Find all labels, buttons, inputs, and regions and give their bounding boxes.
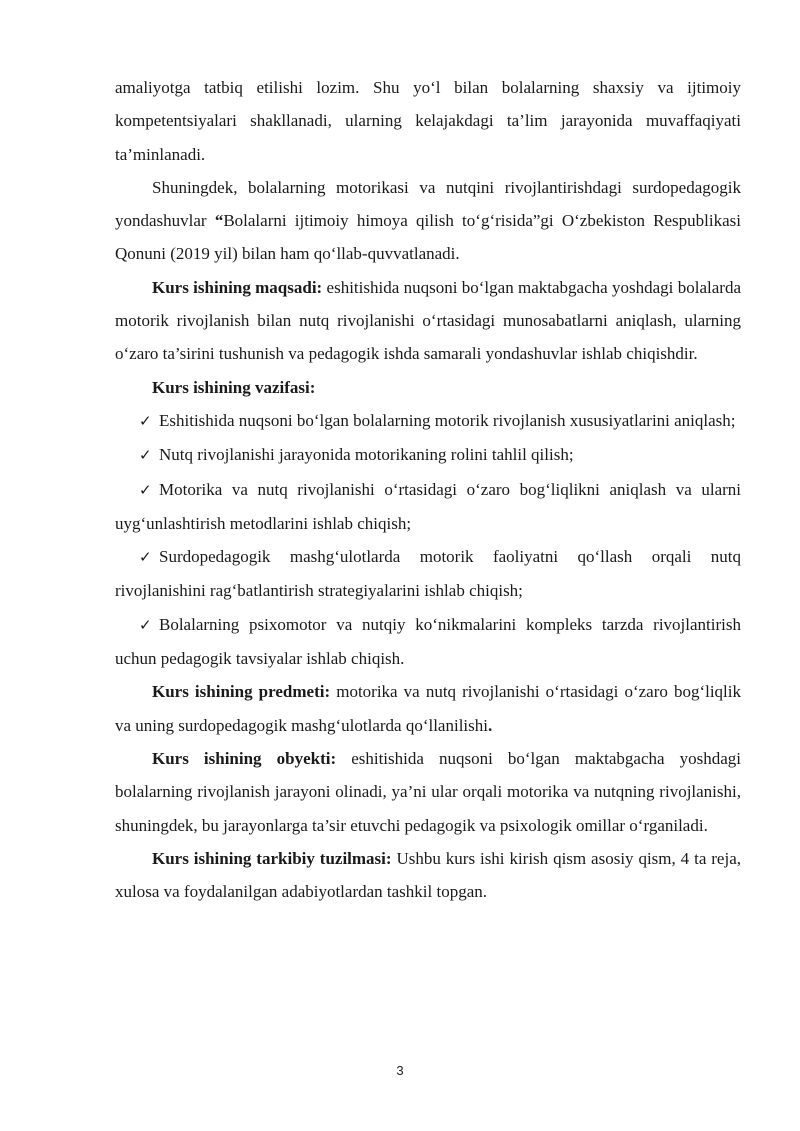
law-text-before: Shuningdek, bolalarning motorikasi va nutqini rivojlantirishdagi surdopedagogik yondashuvlar xyxy=(115,177,741,231)
task-list-item xyxy=(115,608,741,676)
task-text: Surdopedagogik mashg‘ulotlarda motorik faoliyatni qo‘llash orqali nutq rivojlanishini rag‘batlantirish strategiyalarini ishlab chiqish; xyxy=(115,547,741,601)
task-text: Eshitishida nuqsoni bo‘lgan bolalarning motorik rivojlanish xususiyatlarini aniqlash; xyxy=(159,410,736,430)
page-number: 3 xyxy=(396,1063,404,1078)
subject-label: Kurs ishining predmeti: xyxy=(152,682,331,702)
task-list-item xyxy=(115,540,741,608)
structure-paragraph xyxy=(115,842,741,909)
object-label: Kurs ishining obyekti: xyxy=(152,748,337,768)
object-text: eshitishida nuqsoni bo‘lgan maktabgacha yoshdagi bolalarning rivojlanish jarayoni olinadi, ya’ni ular orqali motorika va nutqning rivojlanishi, shuningdek, bu jarayonlarga ta’sir etuvchi pedagogik va psixologik omillar o‘rganiladi. xyxy=(115,748,741,835)
subject-text: motorika va nutq rivojlanishi o‘rtasidagi o‘zaro bog‘liqlik va uning surdopedagogik mashg‘ulotlarda qo‘llanilishi xyxy=(115,682,742,735)
checkmark-icon: ✓ xyxy=(139,548,152,567)
checkmark-icon: ✓ xyxy=(139,615,152,634)
task-list-item xyxy=(115,404,741,438)
structure-label: Kurs ishining tarkibiy tuzilmasi: xyxy=(152,848,392,868)
object-paragraph xyxy=(115,742,741,842)
subject-end-mark: . xyxy=(488,715,493,735)
task-list-item xyxy=(115,473,741,541)
law-text-after: Bolalarni ijtimoiy himoya qilish to‘g‘risida”gi O‘zbekiston Respublikasi Qonuni (2019 yil) bilan ham qo‘llab-quvvatlanadi. xyxy=(115,211,741,264)
checkmark-icon: ✓ xyxy=(139,480,152,499)
goal-paragraph xyxy=(115,271,741,371)
subject-paragraph xyxy=(115,675,741,742)
tasks-heading xyxy=(115,371,741,404)
task-list-item xyxy=(115,438,741,472)
structure-text: Ushbu kurs ishi kirish qism asosiy qism, 4 ta reja, xulosa va foydalanilgan adabiyotlardan tashkil topgan. xyxy=(115,848,741,902)
task-text: Nutq rivojlanishi jarayonida motorikaning rolini tahlil qilish; xyxy=(159,445,574,465)
law-quote-mark: “ xyxy=(214,211,224,231)
goal-label: Kurs ishining maqsadi: xyxy=(152,277,323,297)
task-text: Bolalarning psixomotor va nutqiy ko‘nikmalarini kompleks tarzda rivojlantirish uchun pedagogik tavsiyalar ishlab chiqish. xyxy=(115,614,741,669)
goal-text: eshitishida nuqsoni bo‘lgan maktabgacha yoshdagi bolalarda motorik rivojlanish bilan nutq rivojlanishi o‘rtasidagi munosabatlarni aniqlash, ularning o‘zaro ta’sirini tushunish va pedagogik ishda samarali yondashuvlar ishlab chiqishdir. xyxy=(115,277,741,364)
tasks-label: Kurs ishining vazifasi: xyxy=(152,377,316,397)
task-text: Motorika va nutq rivojlanishi o‘rtasidagi o‘zaro bog‘liqlikni aniqlash va ularni uyg‘unlashtirish metodlarini ishlab chiqish; xyxy=(115,479,741,533)
intro-paragraph: amaliyotga tatbiq etilishi lozim. Shu yo‘l bilan bolalarning shaxsiy va ijtimoiy kompetentsiyalari shakllanadi, ularning kelajakdagi ta’lim jarayonida muvaffaqiyati ta’minlanadi. xyxy=(115,78,741,164)
checkmark-icon: ✓ xyxy=(139,411,152,430)
document-page xyxy=(115,71,741,908)
law-paragraph xyxy=(115,171,741,271)
checkmark-icon: ✓ xyxy=(139,446,152,465)
